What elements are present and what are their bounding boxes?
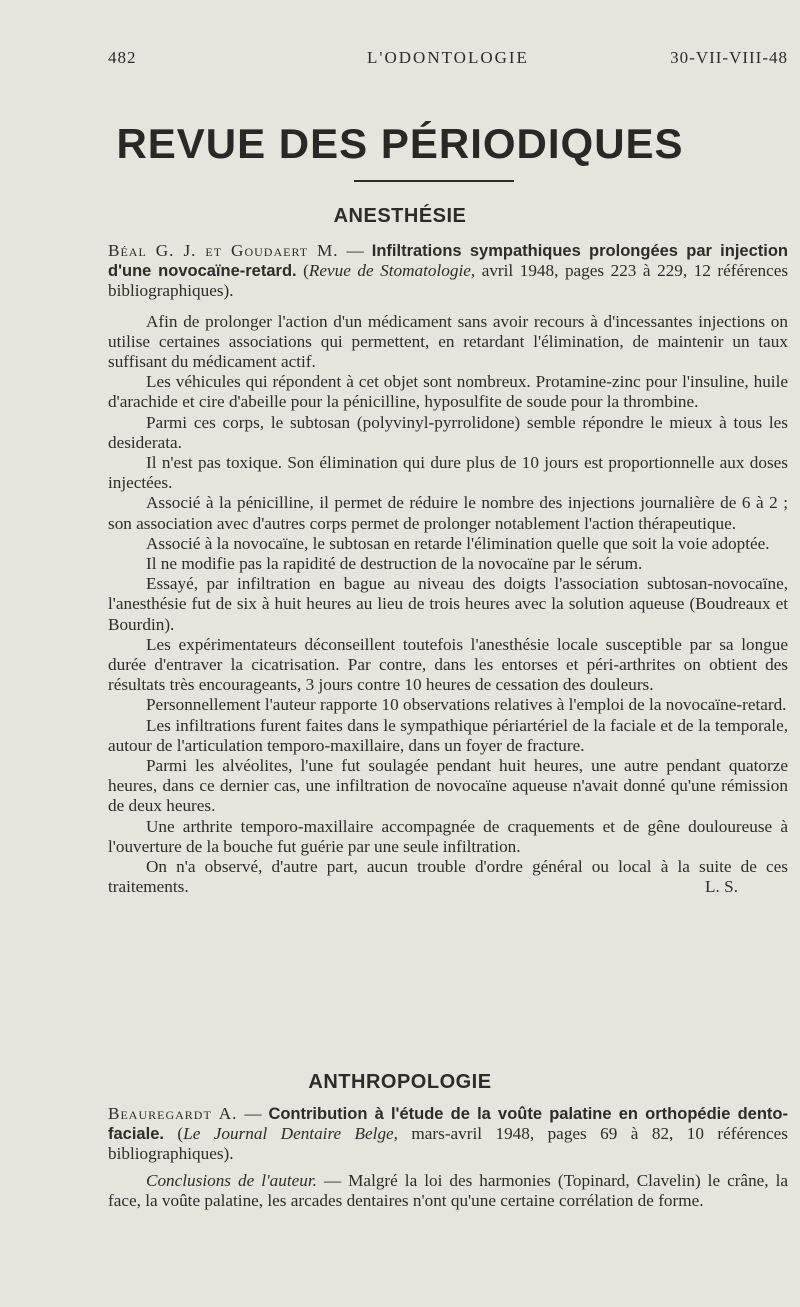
paragraph: Personnellement l'auteur rapporte 10 observations relatives à l'emploi de la novocaïne-retard. xyxy=(146,695,787,715)
paragraph: Essayé, par infiltration en bague au niveau des doigts l'association subtosan-novocaïne, l'anesthésie fut de six à huit heures au lieu de trois heures avec la solution aqueuse (Boudreaux et Bourdin). xyxy=(108,574,788,634)
citation-paren: ( xyxy=(163,1124,184,1144)
paragraph: Les expérimentateurs déconseillent toutefois l'anesthésie locale susceptible par sa longue durée d'entraver la cicatrisation. Par contre, dans les entorses et péri-arthrites on obtient des résultats très encourageants, 3 jours contre 10 heures de cessation des douleurs. xyxy=(108,634,788,695)
paragraph: Les infiltrations furent faites dans le sympathique périartériel de la faciale et de la temporale, autour de l'articulation temporo-maxillaire, dans un foyer de fracture. xyxy=(108,715,788,755)
running-header xyxy=(108,48,788,72)
paragraph: Parmi les alvéolites, l'une fut soulagée pendant huit heures, une autre pendant quatorze heures, dans ce dernier cas, une infiltration de novocaïne aqueuse n'avait donné qu'une rémission de deux heures. xyxy=(108,756,788,816)
source-details: avril 1948, pages 223 à 229, 12 références bibliographiques). xyxy=(108,261,789,301)
paragraph: Une arthrite temporo-maxillaire accompagnée de craquements et de gêne douloureuse à l'ouverture de la bouche fut guérie par une seule infiltration. xyxy=(108,816,788,856)
article-citation xyxy=(108,1104,788,1165)
article-anthropologie xyxy=(108,1104,788,1211)
issue-date: 30-VII-VIII-48 xyxy=(670,48,788,67)
closing-paragraph xyxy=(108,857,788,897)
article-citation xyxy=(108,241,788,302)
source-journal: Revue de Stomatologie, xyxy=(308,261,476,281)
paragraph: Associé à la novocaïne, le subtosan en retarde l'élimination quelle que soit la voie adoptée. xyxy=(146,533,770,553)
title-rule xyxy=(354,180,514,182)
closing-text: On n'a observé, d'autre part, aucun trouble d'ordre général ou local à la suite de ces traitements. xyxy=(108,857,788,897)
paragraph: Il n'est pas toxique. Son élimination qui dure plus de 10 jours est proportionnelle aux doses injectées. xyxy=(108,453,788,493)
article-authors: Beauregardt A. xyxy=(108,1104,238,1123)
journal-name: L'ODONTOLOGIE xyxy=(367,48,529,67)
reviewer-signature: L. S. xyxy=(705,877,738,897)
article-authors: Béal G. J. et Goudaert M. xyxy=(108,241,339,260)
conclusions-label: Conclusions de l'auteur. xyxy=(146,1170,317,1190)
source-details: mars-avril 1948, pages 69 à 82, 10 références bibliographiques). xyxy=(108,1124,788,1164)
page-title: REVUE DES PÉRIODIQUES xyxy=(116,120,684,167)
article-title: Contribution à l'étude de la voûte palatine en orthopédie dento-faciale. xyxy=(108,1105,788,1144)
paragraph: Parmi ces corps, le subtosan (polyvinyl-pyrrolidone) semble répondre le mieux à tous les desiderata. xyxy=(108,412,788,452)
paragraph: Les véhicules qui répondent à cet objet sont nombreux. Protamine-zinc pour l'insuline, huile d'arachide et cire d'abeille pour la pénicilline, hyposulfite de soude pour la thrombine. xyxy=(108,372,788,412)
paragraph: Afin de prolonger l'action d'un médicament sans avoir recours à d'incessantes injections on utilise certaines associations qui permettent, en retardant l'élimination, de maintenir un taux suffisant du médicament actif. xyxy=(108,311,788,372)
section-heading-anesthesie: ANESTHÉSIE xyxy=(333,205,467,227)
section-heading-anthropologie: ANTHROPOLOGIE xyxy=(308,1071,492,1093)
paragraph: Il ne modifie pas la rapidité de destruction de la novocaïne par le sérum. xyxy=(146,554,643,574)
article-anesthesie xyxy=(108,241,788,898)
citation-dash: — xyxy=(338,241,372,260)
page-number: 482 xyxy=(108,48,137,67)
conclusions-paragraph xyxy=(108,1171,788,1211)
citation-paren: ( xyxy=(296,261,309,281)
source-journal: Le Journal Dentaire Belge, xyxy=(183,1124,398,1144)
article-title: Infiltrations sympathiques prolongées par injection d'une novocaïne-retard. xyxy=(108,242,789,281)
conclusions-text: — Malgré la loi des harmonies (Topinard, Clavelin) le crâne, la face, la voûte palatine, les arcades dentaires n'ont qu'une certaine corrélation de forme. xyxy=(108,1170,788,1210)
citation-dash: — xyxy=(237,1104,269,1123)
paragraph: Associé à la pénicilline, il permet de réduire le nombre des injections journalière de 6 à 2 ; son association avec d'autres corps permet de prolonger notablement l'action thérapeutique. xyxy=(108,493,788,533)
